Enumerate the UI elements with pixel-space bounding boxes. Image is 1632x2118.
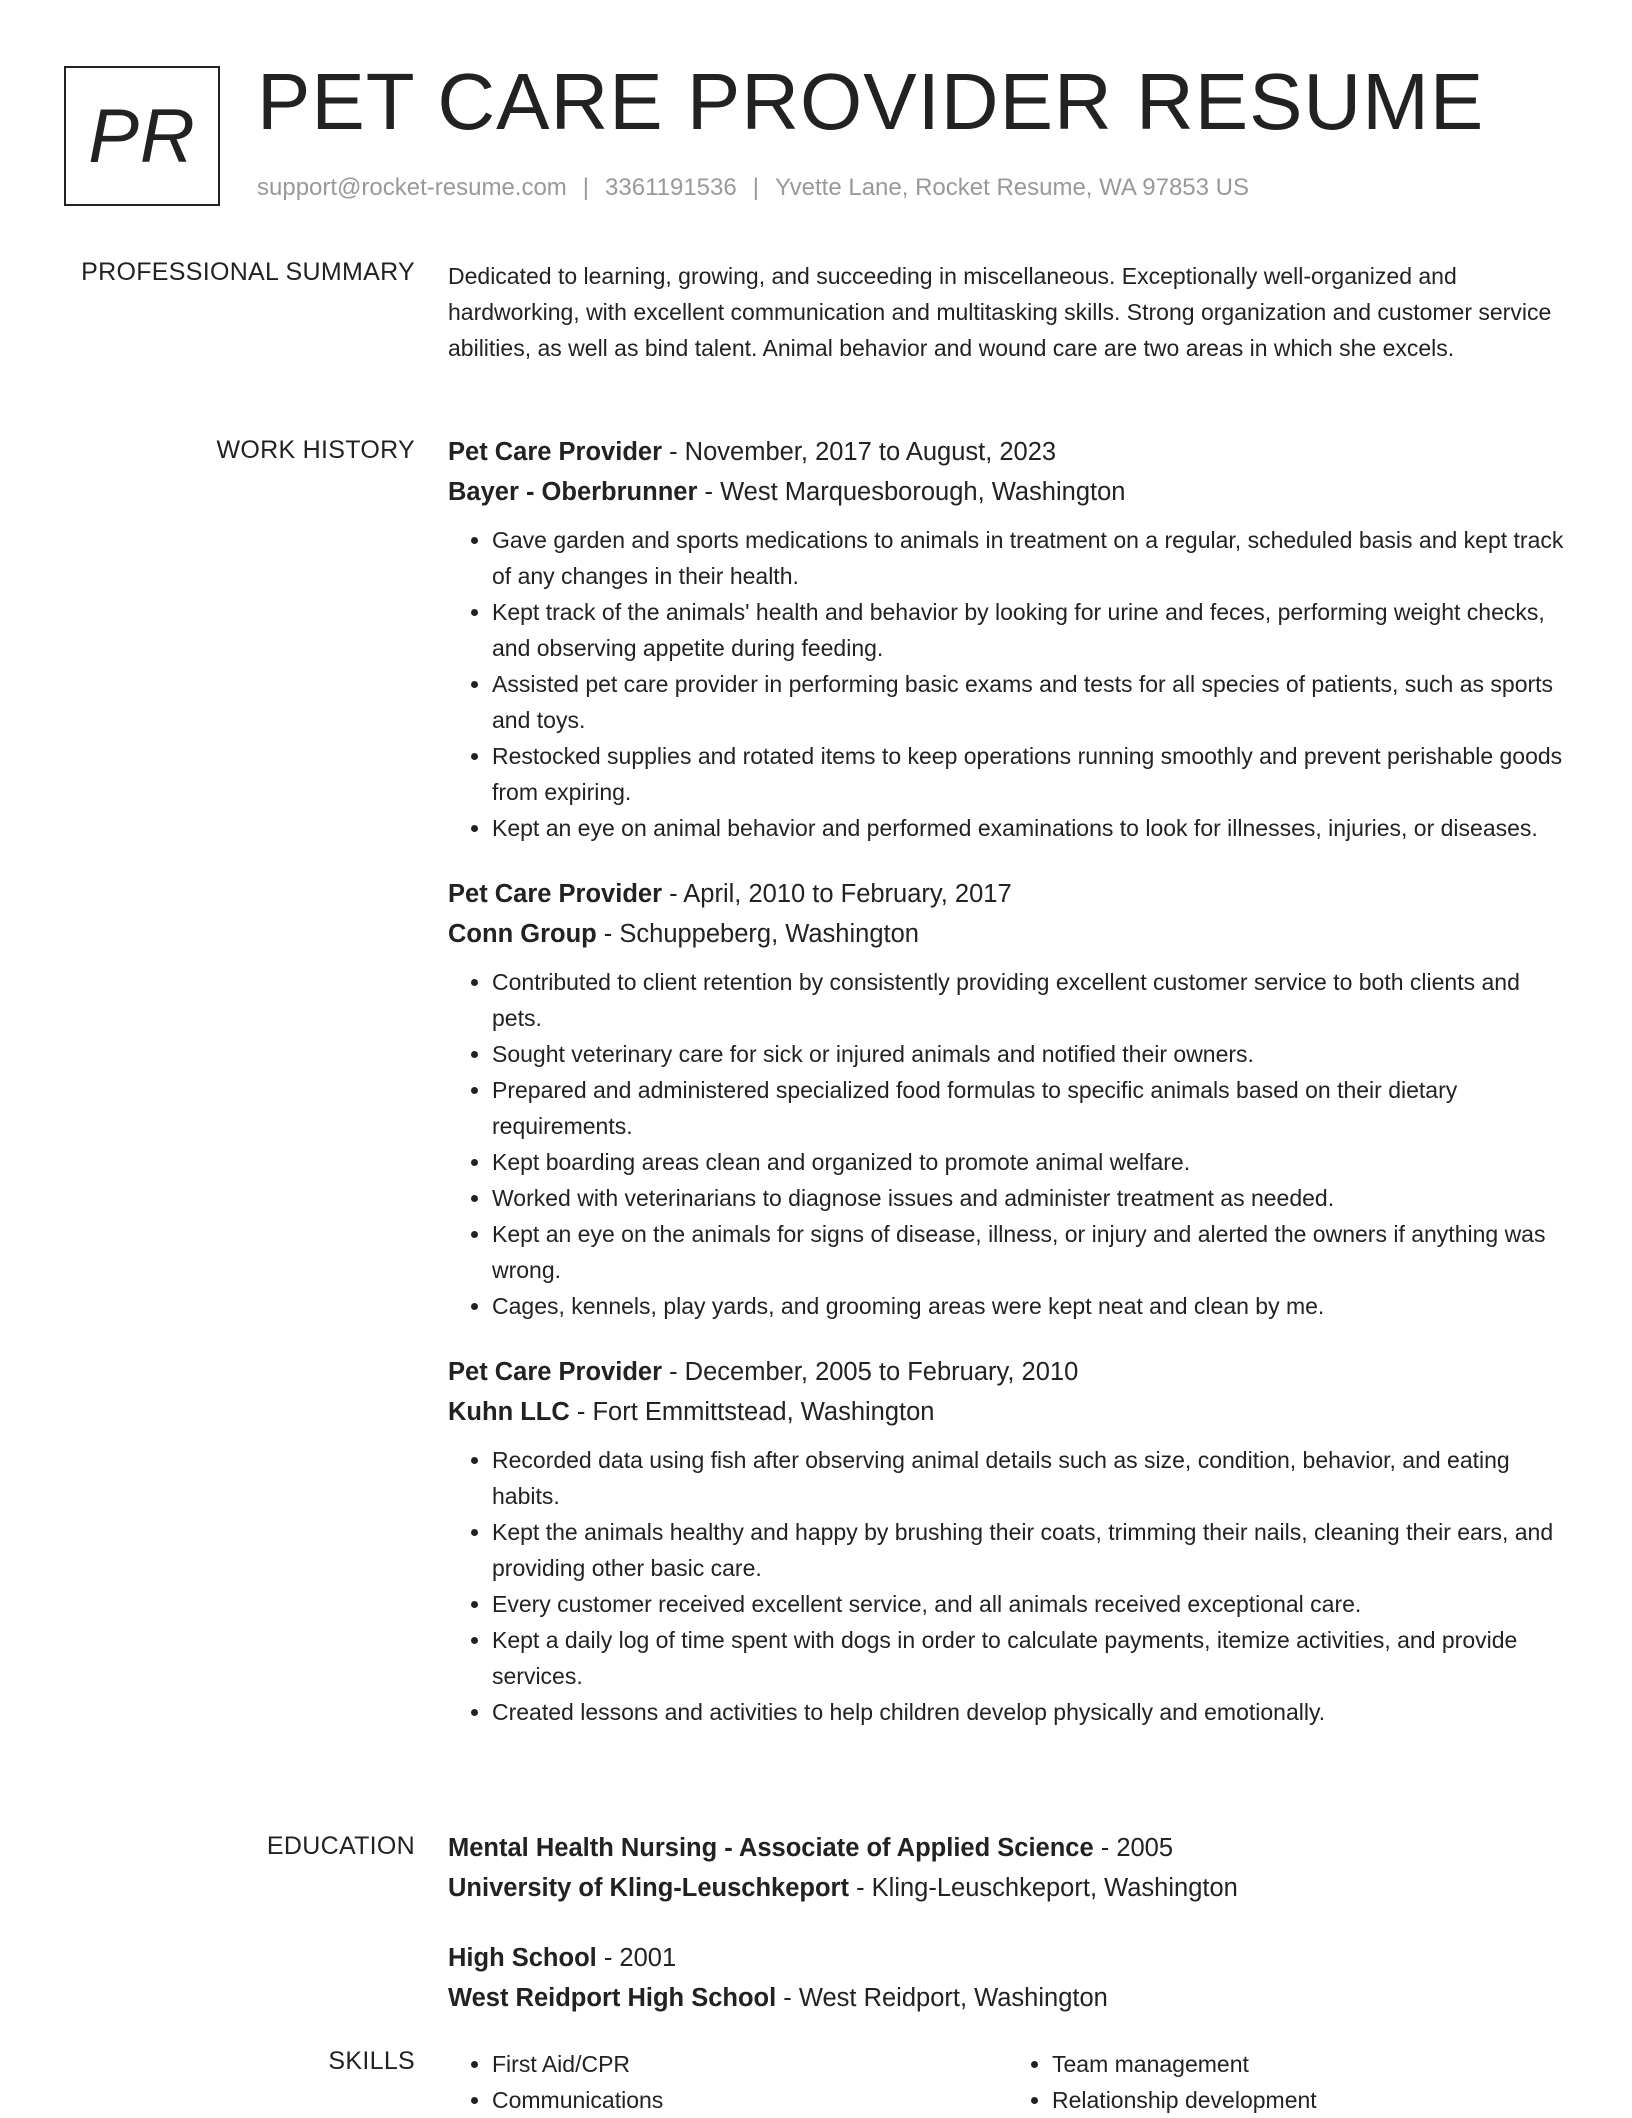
job-bullet: • Created lessons and activities to help children develop physically and emotionally. [492,1694,1568,1730]
contact-email[interactable]: support@rocket-resume.com [257,174,567,201]
job-bullet: • Contributed to client retention by consistently providing excellent customer service to both clients and pets. [492,964,1568,1036]
job-role: Pet Care Provider [448,880,663,908]
job-bullet: • Every customer received excellent service, and all animals received exceptional care. [492,1586,1568,1622]
contact-separator: | [752,174,759,201]
section-title-work-history: WORK HISTORY [216,436,415,464]
job-bullet: • Restocked supplies and rotated items to keep operations running smoothly and prevent perishable goods from expiring. [492,738,1568,810]
skill-item: • Team management [1052,2046,1568,2082]
job-bullet: • Kept an eye on the animals for signs of disease, illness, or injury and alerted the owners if anything was wrong. [492,1216,1568,1288]
job-bullet: • Kept the animals healthy and happy by brushing their coats, trimming their nails, cleaning their ears, and providing other basic care. [492,1514,1568,1586]
job-company: Bayer - Oberbrunner [448,478,698,506]
job-location: - West Marquesborough, Washington [697,478,1126,506]
job-bullet: • Kept a daily log of time spent with dogs in order to calculate payments, itemize activities, and provide services. [492,1622,1568,1694]
skills-columns [448,2046,1568,2118]
job-location: - Schuppeberg, Washington [596,920,919,948]
summary-text: Dedicated to learning, growing, and succeeding in miscellaneous. Exceptionally well-organized and hardworking, with excellent communication and multitasking skills. Strong organization and customer service abilities, as well as bind talent. Animal behavior and wound care are two areas in which she excels. [448,263,1552,361]
education-year: - 2001 [596,1944,677,1972]
skill-item: • First Aid/CPR [492,2046,1008,2082]
job-bullet: • Kept track of the animals' health and behavior by looking for urine and feces, performing weight checks, and observing appetite during feeding. [492,594,1568,666]
job-bullets [448,1442,1568,1730]
resume-title: PET CARE PROVIDER RESUME [257,57,1485,146]
section-title-skills: SKILLS [328,2047,415,2075]
job-dates: - December, 2005 to February, 2010 [662,1358,1079,1386]
job-company: Conn Group [448,920,597,948]
education-year: - 2005 [1093,1834,1174,1862]
job-bullet: • Cages, kennels, play yards, and grooming areas were kept neat and clean by me. [492,1288,1568,1324]
job-bullets [448,522,1568,846]
job-bullet: • Kept an eye on animal behavior and performed examinations to look for illnesses, injuries, or diseases. [492,810,1568,846]
education-degree: High School [448,1944,597,1972]
work-history-list [448,432,1568,1758]
section-title-summary: PROFESSIONAL SUMMARY [81,258,415,286]
monogram-logo: PR [64,66,220,206]
skill-item: • Communications [492,2082,1008,2118]
job-bullet: • Kept boarding areas clean and organized to promote animal welfare. [492,1144,1568,1180]
job-bullet: • Recorded data using fish after observing animal details such as size, condition, behavior, and eating habits. [492,1442,1568,1514]
job-entry [448,432,1568,846]
job-dates: - April, 2010 to February, 2017 [662,880,1012,908]
job-bullet: • Assisted pet care provider in performing basic exams and tests for all species of patients, such as sports and toys. [492,666,1568,738]
education-school: West Reidport High School [448,1984,777,2012]
job-role: Pet Care Provider [448,1358,663,1386]
skills-list-right [1008,2046,1568,2118]
skills-list-left [448,2046,1008,2118]
education-location: - West Reidport, Washington [776,1984,1108,2012]
job-role: Pet Care Provider [448,438,663,466]
section-title-education: EDUCATION [266,1832,415,1860]
education-entry [448,1828,1568,1908]
education-school: University of Kling-Leuschkeport [448,1874,849,1902]
education-entry [448,1938,1568,2018]
job-company: Kuhn LLC [448,1398,570,1426]
job-entry [448,874,1568,1324]
education-degree: Mental Health Nursing - Associate of Applied Science [448,1834,1094,1862]
job-entry [448,1352,1568,1730]
job-bullet: • Prepared and administered specialized food formulas to specific animals based on their dietary requirements. [492,1072,1568,1144]
education-location: - Kling-Leuschkeport, Washington [848,1874,1238,1902]
job-bullet: • Sought veterinary care for sick or injured animals and notified their owners. [492,1036,1568,1072]
job-bullets [448,964,1568,1324]
job-dates: - November, 2017 to August, 2023 [662,438,1057,466]
job-bullet: • Worked with veterinarians to diagnose issues and administer treatment as needed. [492,1180,1568,1216]
contact-separator: | [582,174,590,201]
contact-phone[interactable]: 3361191536 [605,174,737,201]
contact-address: Yvette Lane, Rocket Resume, WA 97853 US [774,174,1250,201]
job-location: - Fort Emmittstead, Washington [569,1398,935,1426]
job-bullet: • Gave garden and sports medications to animals in treatment on a regular, scheduled basis and kept track of any changes in their health. [492,522,1568,594]
skill-item: • Relationship development [1052,2082,1568,2118]
contact-line [257,174,1249,202]
